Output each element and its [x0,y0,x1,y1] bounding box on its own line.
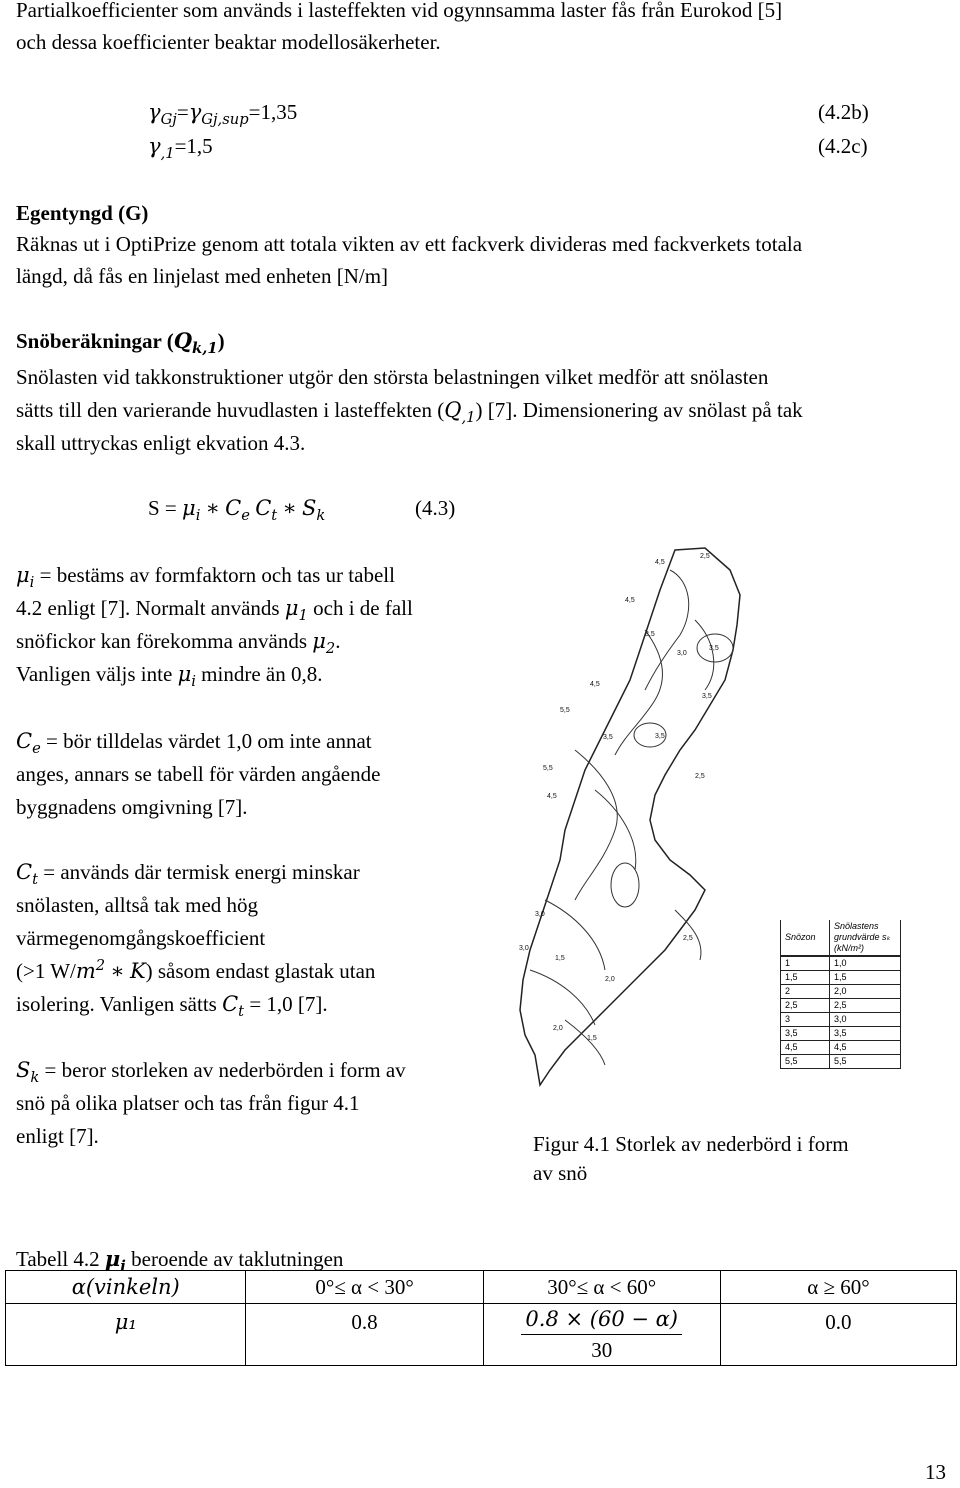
equation-label-4-2b: (4.2b) [818,100,869,124]
ct-def-line-5: isolering. Vanligen sätts $C_t = 1,0$ [7]. [16,992,328,1021]
svg-text:2,0: 2,0 [605,976,615,983]
table-row-label: μ₁ [6,1304,246,1366]
table-caption: Tabell 4.2 $\mu_i$ beroende av taklutningen [16,1246,344,1276]
snow-heading: Snöberäkningar $(Q_{k,1})$ [16,328,225,358]
legend-row: 2,5 2,5 [781,999,901,1013]
intro-line-1: Partialkoefficienter som används i lasteffekten vid ogynnsamma laster fås från Eurokod [5] [16,0,783,22]
svg-text:3,5: 3,5 [709,645,719,652]
snow-line-2a: sätts till den varierande huvudlasten i lasteffekten [16,398,432,422]
snow-line-1: Snölasten vid takkonstruktioner utgör den största belastningen vilket medför att snölasten [16,365,769,389]
fraction-numerator: 0.8 × (60 − α) [521,1304,682,1335]
legend-row: 5,5 5,5 [781,1055,901,1069]
ce-def-line-1: $C_e$ = bör tilldelas värdet 1,0 om inte annat [16,729,372,758]
sk-def-line-3: enligt [7]. [16,1124,99,1148]
ct-l4a: (>1 W/ [16,959,76,983]
legend-row: 3 3,0 [781,1013,901,1027]
svg-text:2,5: 2,5 [683,935,693,942]
eq-b-value: =1,35 [248,100,298,124]
svg-text:4,5: 4,5 [655,559,665,566]
equation-4-3: $S = \mu_i$ ∗ $C_e$ $C_t$ ∗ $S_k$ [148,496,326,525]
mu-def-line-2: 4.2 enligt [7]. Normalt används $\mu_1$ och i de fall [16,596,413,625]
snow-line-3: skall uttryckas enligt ekvation 4.3. [16,431,306,455]
svg-text:3,5: 3,5 [603,734,613,741]
table-caption-prefix: Tabell 4.2 [16,1247,100,1271]
table-header-cell: 0°≤ α < 30° [246,1271,483,1304]
svg-text:1,5: 1,5 [555,955,565,962]
legend-header-value: Snölastens grundvärde sₖ (kN/m²) [830,920,901,956]
svg-text:2,5: 2,5 [695,773,705,780]
svg-text:3,0: 3,0 [519,945,529,952]
svg-text:3,0: 3,0 [677,650,687,657]
ct-l1: = används där termisk energi minskar [43,860,360,884]
svg-text:4,5: 4,5 [590,681,600,688]
legend-row: 3,5 3,5 [781,1027,901,1041]
svg-text:3,5: 3,5 [645,631,655,638]
eq-c-value: =1,5 [174,134,213,158]
mu-def-line-1: $\mu_i$ = bestäms av formfaktorn och tas ur tabell [16,563,395,592]
table-header-row [6,1271,957,1304]
ct-def-line-3: värmegenomgångskoefficient [16,926,266,950]
egentyngd-line-2: längd, då fås en linjelast med enheten [N/m] [16,264,389,288]
snow-zone-legend [780,920,901,1069]
legend-header-zone: Snözon [781,920,830,956]
sk-def-line-1: $S_k$ = beror storleken av nederbörden i form av [16,1058,406,1087]
table-caption-suffix: beroende av taklutningen [131,1247,344,1271]
mu-l3: snöfickor kan förekomma används [16,629,307,653]
sk-l1: = beror storleken av nederbörden i form av [44,1058,406,1082]
egentyngd-heading: Egentyngd (G) [16,201,149,225]
snow-line-2b: [7]. Dimensionering av snölast på tak [487,398,803,422]
ct-def-line-1: $C_t$ = används där termisk energi minskar [16,860,360,889]
ct-l4b: ) såsom endast glastak utan [145,959,376,983]
svg-text:3,5: 3,5 [655,733,665,740]
table-cell: 0.8 [246,1304,483,1366]
sk-def-line-2: snö på olika platser och tas från figur 4.1 [16,1091,360,1115]
intro-line-2: och dessa koefficienter beaktar modellosäkerheter. [16,30,441,54]
slope-table [5,1270,957,1366]
figure-caption-line-2: av snö [533,1161,588,1185]
fraction-denominator: 30 [591,1338,613,1362]
table-header-cell: α ≥ 60° [720,1271,956,1304]
table-cell: 0.0 [720,1304,956,1366]
svg-text:1,5: 1,5 [587,1035,597,1042]
map-zone-labels [519,553,719,1042]
ce-l1: = bör tilldelas värdet 1,0 om inte annat [46,729,372,753]
figure-caption-line-1: Figur 4.1 Storlek av nederbörd i form [533,1132,849,1156]
mu-def-line-3: snöfickor kan förekomma används $\mu_2$. [16,629,341,658]
svg-text:2,0: 2,0 [553,1025,563,1032]
legend-row: 2 2,0 [781,985,901,999]
legend-row: 1,5 1,5 [781,971,901,985]
equation-label-4-3: (4.3) [415,496,456,520]
equation-4-2b: $\gamma_{Gj}=\gamma_{Gj,sup}=1,35$ [148,100,298,129]
ce-def-line-3: byggnadens omgivning [7]. [16,795,248,819]
mu-l2b: och i de fall [313,596,413,620]
mu-l4a: Vanligen väljs inte [16,662,173,686]
mu-def-line-4: Vanligen väljs inte $\mu_i$ mindre än 0,8. [16,662,323,691]
page-number: 13 [925,1460,946,1484]
svg-text:5,5: 5,5 [560,707,570,714]
equation-4-2c: $\gamma_{,1}=1,5$ [148,134,213,163]
table-header-cell: α(vinkeln) [6,1271,246,1304]
table-row [6,1304,957,1366]
legend-row: 1 1,0 [781,956,901,971]
sweden-outline [520,548,740,1085]
table-header-cell: 30°≤ α < 60° [483,1271,720,1304]
svg-text:4,5: 4,5 [625,597,635,604]
ct-def-line-4: (>1 $W/m^2$ ∗ K) såsom endast glastak utan [16,957,376,983]
table-cell-fraction [483,1304,720,1366]
ct-l5a: isolering. Vanligen sätts [16,992,217,1016]
svg-text:3,5: 3,5 [702,693,712,700]
egentyngd-line-1: Räknas ut i OptiPrize genom att totala vikten av ett fackverk divideras med fackverkets totala [16,232,803,256]
ct-l5b: = 1,0 [7]. [249,992,328,1016]
svg-text:5,5: 5,5 [543,765,553,772]
snow-heading-text: Snöberäkningar [16,329,162,353]
ce-def-line-2: anges, annars se tabell för värden angående [16,762,381,786]
mu-l4b: mindre än 0,8. [201,662,323,686]
mu-l1: = bestäms av formfaktorn och tas ur tabell [39,563,395,587]
legend-row: 4,5 4,5 [781,1041,901,1055]
mu-l2a: 4.2 enligt [7]. Normalt används [16,596,280,620]
equation-label-4-2c: (4.2c) [818,134,868,158]
svg-text:4,5: 4,5 [547,793,557,800]
svg-text:3,0: 3,0 [535,911,545,918]
svg-text:2,5: 2,5 [700,553,710,560]
snow-line-2: sätts till den varierande huvudlasten i lasteffekten $(Q_{,1})$ [7]. Dimensionering av snölast på tak [16,398,803,427]
ct-def-line-2: snölasten, alltså tak med hög [16,893,259,917]
